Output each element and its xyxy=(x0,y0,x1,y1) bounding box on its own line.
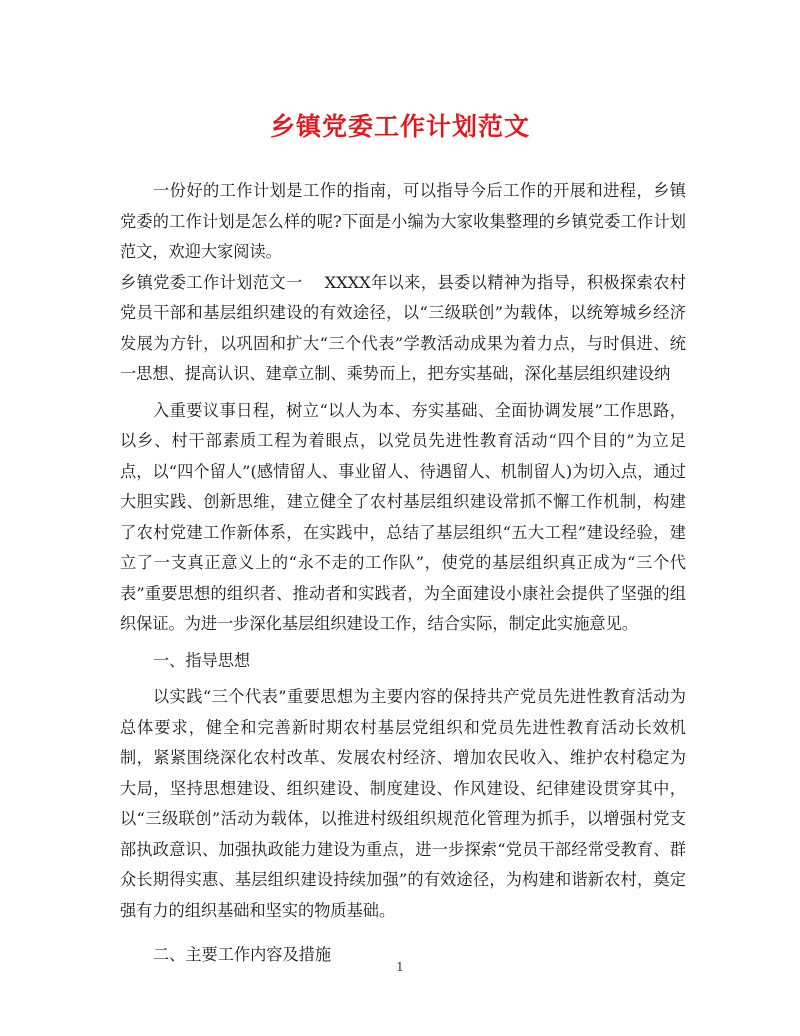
document-body xyxy=(120,176,686,971)
heading-guiding-thought: 一、指导思想 xyxy=(153,650,251,670)
section-one-text: XXXX年以来，县委以精神为指导，积极探索农村党员干部和基层组织建设的有效途径，以“三级联创”为载体，以统筹城乡经济发展为方针，以巩固和扩大“三个代表”学教活动成果为着力点，与时俱进、统一思想、提高认识、建章立制、乘势而上，把夯实基础，深化基层组织建设纳 xyxy=(120,272,686,383)
continued-paragraph: 入重要议事日程，树立“以人为本、夯实基础、全面协调发展”工作思路，以乡、村干部素质工程为着眼点，以党员先进性教育活动“四个目的”为立足点，以“四个留人”(感情留人、事业留人、待遇留人、机制留人)为切入点，通过大胆实践、创新思维，建立健全了农村基层组织建设常抓不懈工作机制，构建了农村党建工作新体系，在实践中，总结了基层组织“五大工程”建设经验，建立了一支真正意义上的“永不走的工作队”，使党的基层组织真正成为“三个代表”重要思想的组织者、推动者和实践者，为全面建设小康社会提供了坚强的组织保证。为进一步深化基层组织建设工作，结合实际，制定此实施意见。 xyxy=(120,400,686,633)
page-number: 1 xyxy=(396,960,404,974)
section-one-paragraph xyxy=(120,268,686,390)
document-title: 乡镇党委工作计划范文 xyxy=(269,112,530,141)
heading-main-work: 二、主要工作内容及措施 xyxy=(153,945,332,964)
guiding-thought-paragraph: 以实践“三个代表”重要思想为主要内容的保持共产党员先进性教育活动为总体要求，健全和完善新时期农村基层党组织和党员先进性教育活动长效机制，紧紧围绕深化农村改革、发展农村经济、增加农民收入、维护农村稳定为大局，坚持思想建设、组织建设、制度建设、作风建设、纪律建设贯穿其中，以“三级联创”活动为载体，以推进村级组织规范化管理为抓手，以增强村党支部执政意识、加强执政能力建设为重点，进一步探索“党员干部经常受教育、群众长期得实惠、基层组织建设持续加强”的有效途径，为构建和谐新农村，奠定强有力的组织基础和坚实的物质基础。 xyxy=(120,687,686,920)
intro-paragraph: 一份好的工作计划是工作的指南，可以指导今后工作的开展和进程，乡镇党委的工作计划是怎么样的呢?下面是小编为大家收集整理的乡镇党委工作计划范文，欢迎大家阅读。 xyxy=(120,181,686,261)
section-one-label: 乡镇党委工作计划范文一 xyxy=(120,272,303,292)
